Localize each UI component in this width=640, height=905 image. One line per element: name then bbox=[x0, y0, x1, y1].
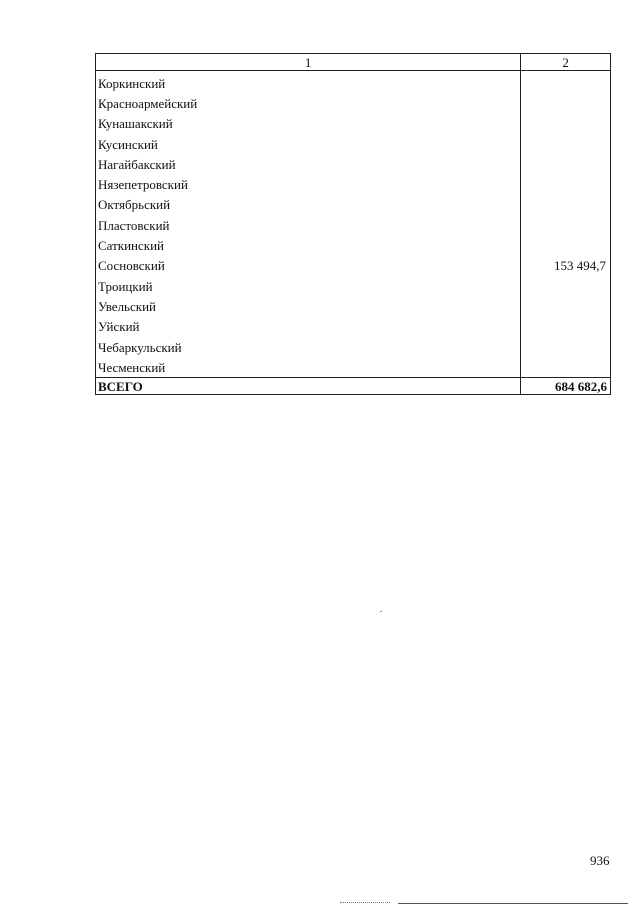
table-row bbox=[96, 174, 611, 194]
district-value bbox=[521, 276, 611, 296]
table-row bbox=[96, 296, 611, 316]
district-value bbox=[521, 357, 611, 378]
table-row bbox=[96, 317, 611, 337]
district-name: Кусинский bbox=[96, 134, 521, 154]
district-name: Октябрьский bbox=[96, 195, 521, 215]
district-value bbox=[521, 93, 611, 113]
district-name: Пластовский bbox=[96, 215, 521, 235]
scan-artifact bbox=[380, 611, 382, 612]
total-value: 684 682,6 bbox=[521, 378, 611, 395]
district-name: Красноармейский bbox=[96, 93, 521, 113]
district-value bbox=[521, 337, 611, 357]
column-header-1: 1 bbox=[96, 54, 521, 71]
table-row bbox=[96, 337, 611, 357]
page-number: 936 bbox=[590, 853, 610, 868]
table-row bbox=[96, 114, 611, 134]
district-name: Чебаркульский bbox=[96, 337, 521, 357]
district-value bbox=[521, 317, 611, 337]
table-row bbox=[96, 93, 611, 113]
column-header-2: 2 bbox=[521, 54, 611, 71]
district-name: Уйский bbox=[96, 317, 521, 337]
table-total-row bbox=[96, 378, 611, 395]
district-name: Сосновский bbox=[96, 256, 521, 276]
total-label: ВСЕГО bbox=[96, 378, 521, 395]
district-name: Троицкий bbox=[96, 276, 521, 296]
district-name: Нагайбакский bbox=[96, 154, 521, 174]
district-name: Чесменский bbox=[96, 357, 521, 378]
table-row bbox=[96, 215, 611, 235]
table-header-row bbox=[96, 54, 611, 71]
district-value bbox=[521, 114, 611, 134]
district-value bbox=[521, 235, 611, 255]
scan-edge-line bbox=[398, 903, 628, 904]
table-row bbox=[96, 134, 611, 154]
table-row bbox=[96, 235, 611, 255]
scan-edge-dots bbox=[340, 902, 390, 904]
data-table bbox=[95, 53, 611, 395]
district-value bbox=[521, 154, 611, 174]
district-value bbox=[521, 174, 611, 194]
district-value bbox=[521, 134, 611, 154]
district-name: Нязепетровский bbox=[96, 174, 521, 194]
table-row bbox=[96, 154, 611, 174]
table-row bbox=[96, 276, 611, 296]
table-row bbox=[96, 71, 611, 94]
table-row bbox=[96, 357, 611, 378]
district-value bbox=[521, 71, 611, 94]
district-value bbox=[521, 195, 611, 215]
district-value bbox=[521, 215, 611, 235]
table-row bbox=[96, 256, 611, 276]
table-row bbox=[96, 195, 611, 215]
district-name: Увельский bbox=[96, 296, 521, 316]
district-name: Кунашакский bbox=[96, 114, 521, 134]
district-name: Коркинский bbox=[96, 71, 521, 94]
district-value bbox=[521, 296, 611, 316]
district-value: 153 494,7 bbox=[521, 256, 611, 276]
district-name: Саткинский bbox=[96, 235, 521, 255]
